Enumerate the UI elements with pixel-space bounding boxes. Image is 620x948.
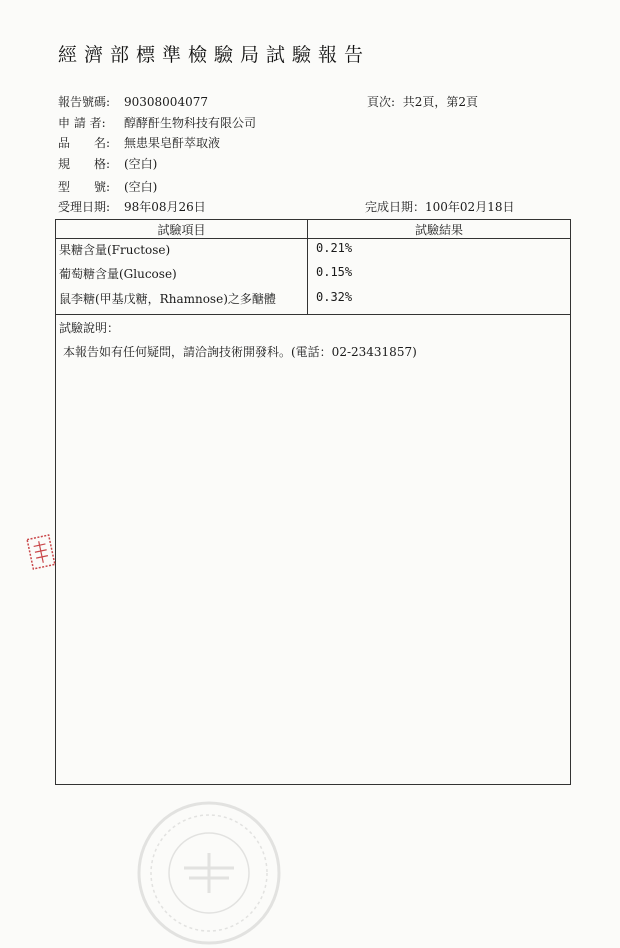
completion-date-label: 完成日期： xyxy=(365,200,426,214)
applicant-row xyxy=(58,114,256,131)
model-label: 型 號: xyxy=(58,180,111,194)
test-result: 0.21% xyxy=(316,241,353,255)
table-header xyxy=(56,220,570,239)
accept-date-row xyxy=(58,198,206,215)
page-title: 經濟部標準檢驗局試驗報告 xyxy=(58,44,371,66)
report-number-value: 90308004077 xyxy=(124,95,208,109)
section-divider xyxy=(56,314,570,315)
notes-text: 本報告如有任何疑問，請洽詢技術開發科。(電話：02-23431857) xyxy=(63,345,417,359)
test-item: 果糖含量(Fructose) xyxy=(59,243,171,257)
test-item: 葡萄糖含量(Glucose) xyxy=(59,267,177,281)
page-count-value: 共2頁，第2頁 xyxy=(402,95,478,109)
report-number-label: 報告號碼: xyxy=(58,95,111,109)
red-stamp-icon xyxy=(26,533,56,571)
model-value: (空白) xyxy=(124,180,158,194)
applicant-label: 申 請 者: xyxy=(58,116,106,130)
column-divider xyxy=(307,220,308,314)
test-result: 0.15% xyxy=(316,265,353,279)
model-row xyxy=(58,178,157,195)
spec-row xyxy=(58,155,157,172)
column-header-result: 試驗結果 xyxy=(414,223,463,237)
product-value: 無患果皂酐萃取液 xyxy=(124,136,221,150)
official-seal-icon xyxy=(134,798,284,948)
product-label: 品 名: xyxy=(58,136,111,150)
page-count xyxy=(367,93,478,110)
column-header-item: 試驗項目 xyxy=(157,223,206,237)
test-result: 0.32% xyxy=(316,290,353,304)
completion-date xyxy=(365,198,514,215)
accept-date-label: 受理日期: xyxy=(58,200,111,214)
product-row xyxy=(58,134,220,151)
report-number-row xyxy=(58,93,208,110)
spec-value: (空白) xyxy=(124,157,158,171)
applicant-value: 醇酵酐生物科技有限公司 xyxy=(124,116,257,130)
spec-label: 規 格: xyxy=(58,157,111,171)
page-count-label: 頁次: xyxy=(367,95,396,109)
accept-date-value: 98年08月26日 xyxy=(124,200,206,214)
completion-date-value: 100年02月18日 xyxy=(425,200,515,214)
notes-title: 試驗說明： xyxy=(59,321,120,335)
results-table xyxy=(55,219,571,785)
test-item: 鼠李糖(甲基戊糖，Rhamnose)之多醣體 xyxy=(59,292,276,306)
